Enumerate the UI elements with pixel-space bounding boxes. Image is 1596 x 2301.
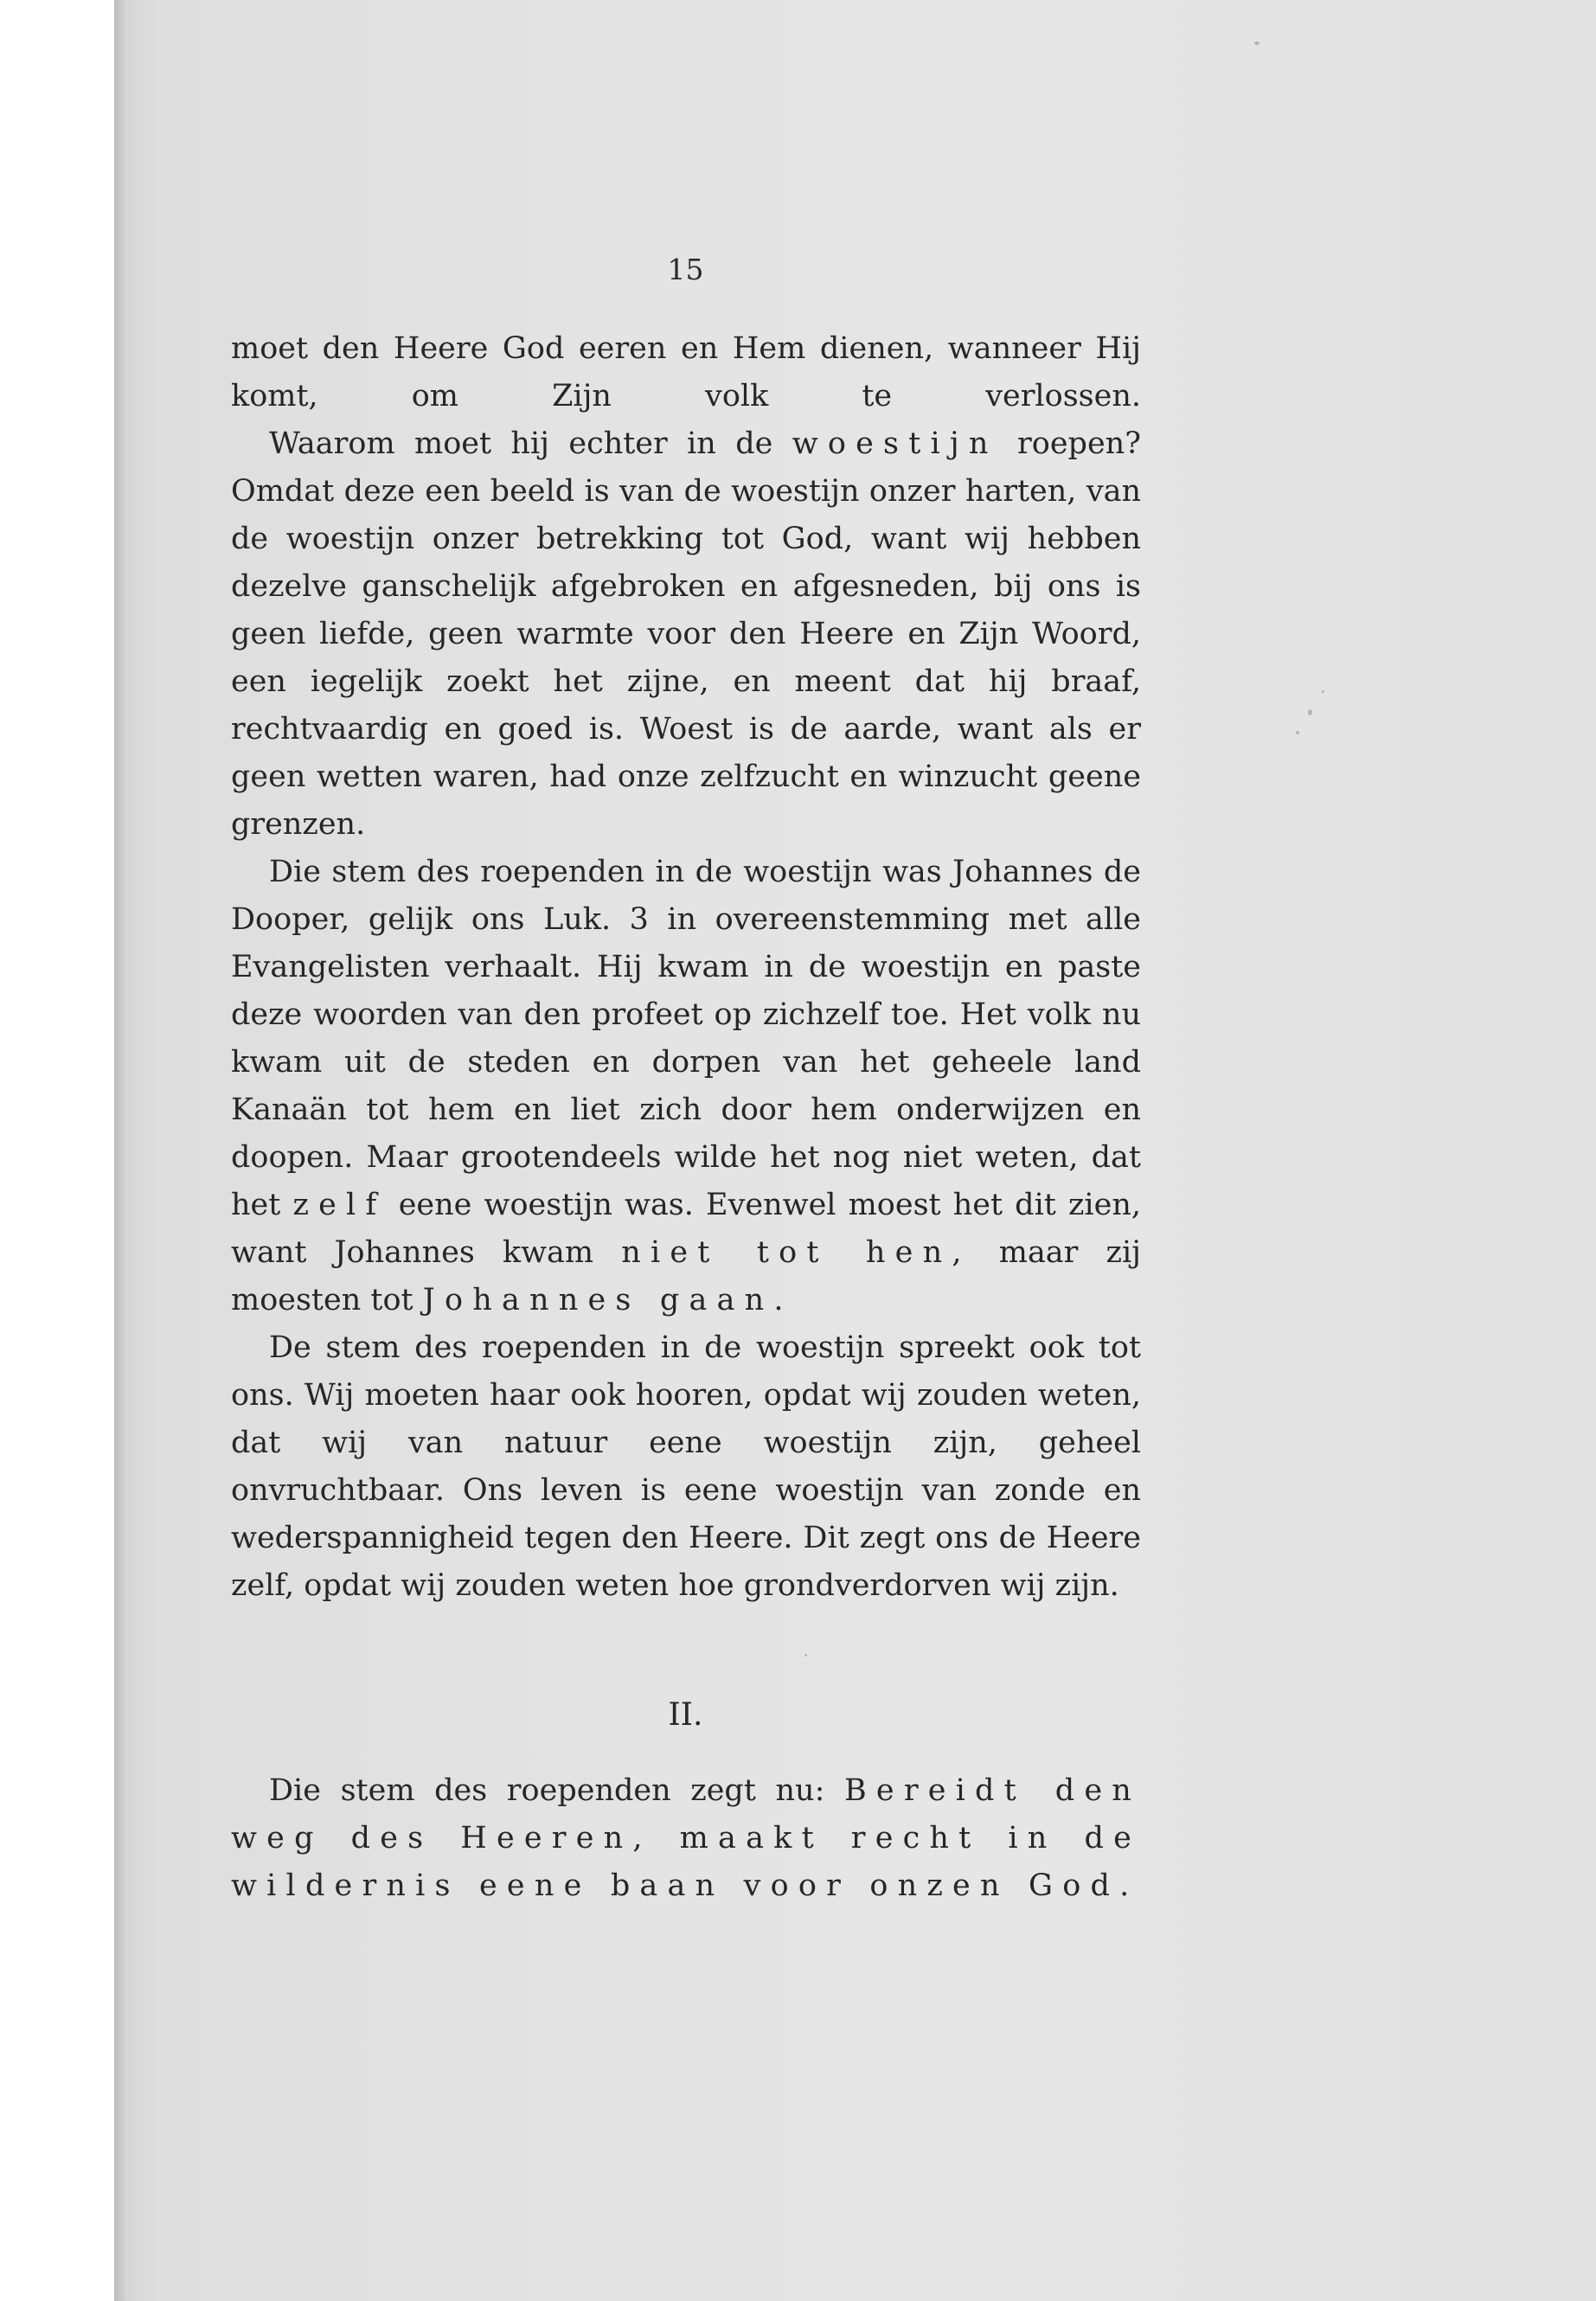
paragraph-3-text-middle-2: maar zij moesten tot [231,1235,1141,1317]
page-number: 15 [667,253,704,286]
scan-speck [1308,709,1312,715]
page-edge-shadow [114,0,126,2301]
paragraph-2-text-rest: roepen? Omdat deze een beeld is van de woestijn onzer harten, van de woestijn onzer betrekking tot God, want wij hebben dezelve ganschelijk afgebroken en afgesneden, bij ons is geen liefde, geen warmte voor den Heere en Zijn Woord, een iegelijk zoekt het zijne, en meent dat hij braaf, rechtvaardig en goed is. Woest is de aarde, want als er geen wetten waren, had onze zelfzucht en winzucht geene grenzen. [231,426,1141,842]
section-heading: II. [668,1697,703,1733]
paragraph-3-text-middle: eene woestijn was. Evenwel moest het dit zien, want Johannes kwam [231,1188,1141,1270]
paragraph-3-text: Die stem des roependen in de woestijn was Johannes de Dooper, gelijk ons Luk. 3 in overeenstemming met alle Evangelisten verhaalt. Hij kwam in de woestijn en paste deze woorden van den profeet op zichzelf toe. Het volk nu kwam uit de steden en dorpen van het geheele land Kanaän tot hem en liet zich door hem onderwijzen en doopen. Maar grootendeels wilde het nog niet weten, dat het [231,855,1141,1222]
paragraph-3-emphasis-2: niet tot hen, [621,1235,971,1270]
paragraph-1: moet den Heere God eeren en Hem dienen, wanneer Hij komt, om Zijn volk te verlossen. [231,331,1141,413]
scan-speck [804,1654,807,1657]
paragraph-2-text: Waarom moet hij echter in de [269,426,792,461]
section-paragraph-emphasis: Bereidt den weg des Heeren, maakt recht in de wildernis eene baan voor onzen God. [231,1773,1141,1903]
scan-speck [1296,731,1299,734]
paragraph-4: De stem des roependen in de woestijn spreekt ook tot ons. Wij moeten haar ook hooren, opdat wij zouden weten, dat wij van natuur eene woestijn zijn, geheel onvruchtbaar. Ons leven is eene woestijn van zonde en wederspannigheid tegen den Heere. Dit zegt ons de Heere zelf, opdat wij zouden weten hoe grondverdorven wij zijn. [231,1330,1141,1603]
paragraph-3 [231,849,1141,1324]
section-paragraph-intro: Die stem des roependen zegt nu: [269,1773,844,1808]
body-text [231,325,1141,1610]
paragraph-3-emphasis-3: Johannes gaan. [422,1283,793,1317]
section-paragraph [231,1767,1141,1910]
scan-speck [1254,42,1259,45]
paragraph-2-emphasis: woestijn [792,426,998,461]
paragraph-3-emphasis-1: zelf [292,1188,387,1222]
section-text [231,1767,1141,1910]
scan-speck [1322,690,1324,693]
paragraph-2 [231,420,1141,849]
